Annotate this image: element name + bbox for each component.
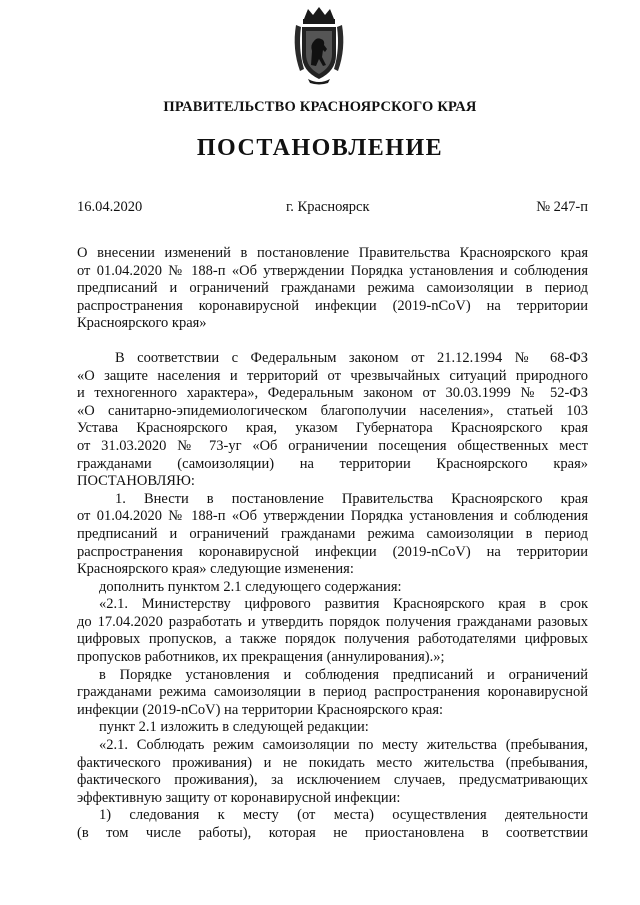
body-line: предписаний и ограничений гражданами режима самоизоляции в период <box>77 525 588 542</box>
body-line: В соответствии с Федеральным законом от 21.12.1994 № 68-ФЗ <box>115 349 588 366</box>
body-line: инфекции (2019-nCoV) на территории Красноярского края: <box>77 701 444 718</box>
title-line: О внесении изменений в постановление Правительства Красноярского края <box>77 245 588 261</box>
document-body <box>77 350 588 843</box>
body-line: «О защите населения и территорий от чрезвычайных ситуаций природного <box>77 367 588 384</box>
government-name: ПРАВИТЕЛЬСТВО КРАСНОЯРСКОГО КРАЯ <box>163 99 477 115</box>
body-line: от 01.04.2020 № 188-п «Об утверждении Порядка установления и соблюдения <box>77 508 588 525</box>
body-line: дополнить пунктом 2.1 следующего содержания: <box>99 578 402 595</box>
document-date: 16.04.2020 <box>77 199 143 215</box>
body-line: от 31.03.2020 № 73-уг «Об ограничении посещения общественных мест <box>77 437 588 454</box>
document-number: № 247-п <box>536 199 588 215</box>
body-line: гражданами режима самоизоляции в период распространения коронавирусной <box>77 684 588 701</box>
body-line: фактического проживания), за исключением случаев, предусматривающих <box>77 772 588 789</box>
document-title <box>77 245 588 333</box>
body-line: фактического проживания) и не покидать место жительства (пребывания, <box>77 754 588 771</box>
body-line: пункт 2.1 изложить в следующей редакции: <box>99 719 369 736</box>
body-line: Красноярского края» следующие изменения: <box>77 561 354 578</box>
body-line: в Порядке установления и соблюдения предписаний и ограничений <box>99 666 588 683</box>
body-line: цифровых пропусков, а также порядок получения работодателями цифровых <box>77 631 588 648</box>
body-line: эффективную защиту от коронавирусной инфекции: <box>77 789 401 806</box>
coat-of-arms-emblem <box>290 5 348 85</box>
body-line: «2.1. Министерству цифрового развития Красноярского края в срок <box>99 596 588 613</box>
body-line: гражданами (самоизоляции) на территории Красноярского края» <box>77 455 588 472</box>
body-line: Устава Красноярского края, указом Губернатора Красноярского края <box>77 420 588 437</box>
title-line: от 01.04.2020 № 188-п «Об утверждении Порядка установления и соблюдения <box>77 262 588 279</box>
title-line: предписаний и ограничений гражданами режима самоизоляции в период <box>77 280 588 297</box>
title-line: Красноярского края» <box>77 315 207 332</box>
body-line: ПОСТАНОВЛЯЮ: <box>77 473 195 490</box>
body-line: (в том числе работы), которая не приостановлена в соответствии <box>77 825 588 841</box>
title-line: распространения коронавирусной инфекции (2019-nCoV) на территории <box>77 297 588 314</box>
body-line: «2.1. Соблюдать режим самоизоляции по месту жительства (пребывания, <box>99 737 588 754</box>
body-line: до 17.04.2020 разработать и утвердить порядок получения гражданами разовых <box>77 613 588 630</box>
body-line: 1) следования к месту (от места) осуществления деятельности <box>99 807 588 824</box>
body-line: «О санитарно-эпидемиологическом благополучии населения», статьей 103 <box>77 402 588 419</box>
document-text <box>77 245 588 843</box>
document-city: г. Красноярск <box>286 199 370 215</box>
body-line: и техногенного характера», Федеральным законом от 30.03.1999 № 52-ФЗ <box>77 385 588 402</box>
body-line: распространения коронавирусной инфекции (2019-nCoV) на территории <box>77 543 588 560</box>
body-line: пропусков работников, их прекращения (аннулирования).»; <box>77 649 445 666</box>
body-line: 1. Внести в постановление Правительства Красноярского края <box>115 490 588 507</box>
document-type: ПОСТАНОВЛЕНИЕ <box>196 135 444 161</box>
